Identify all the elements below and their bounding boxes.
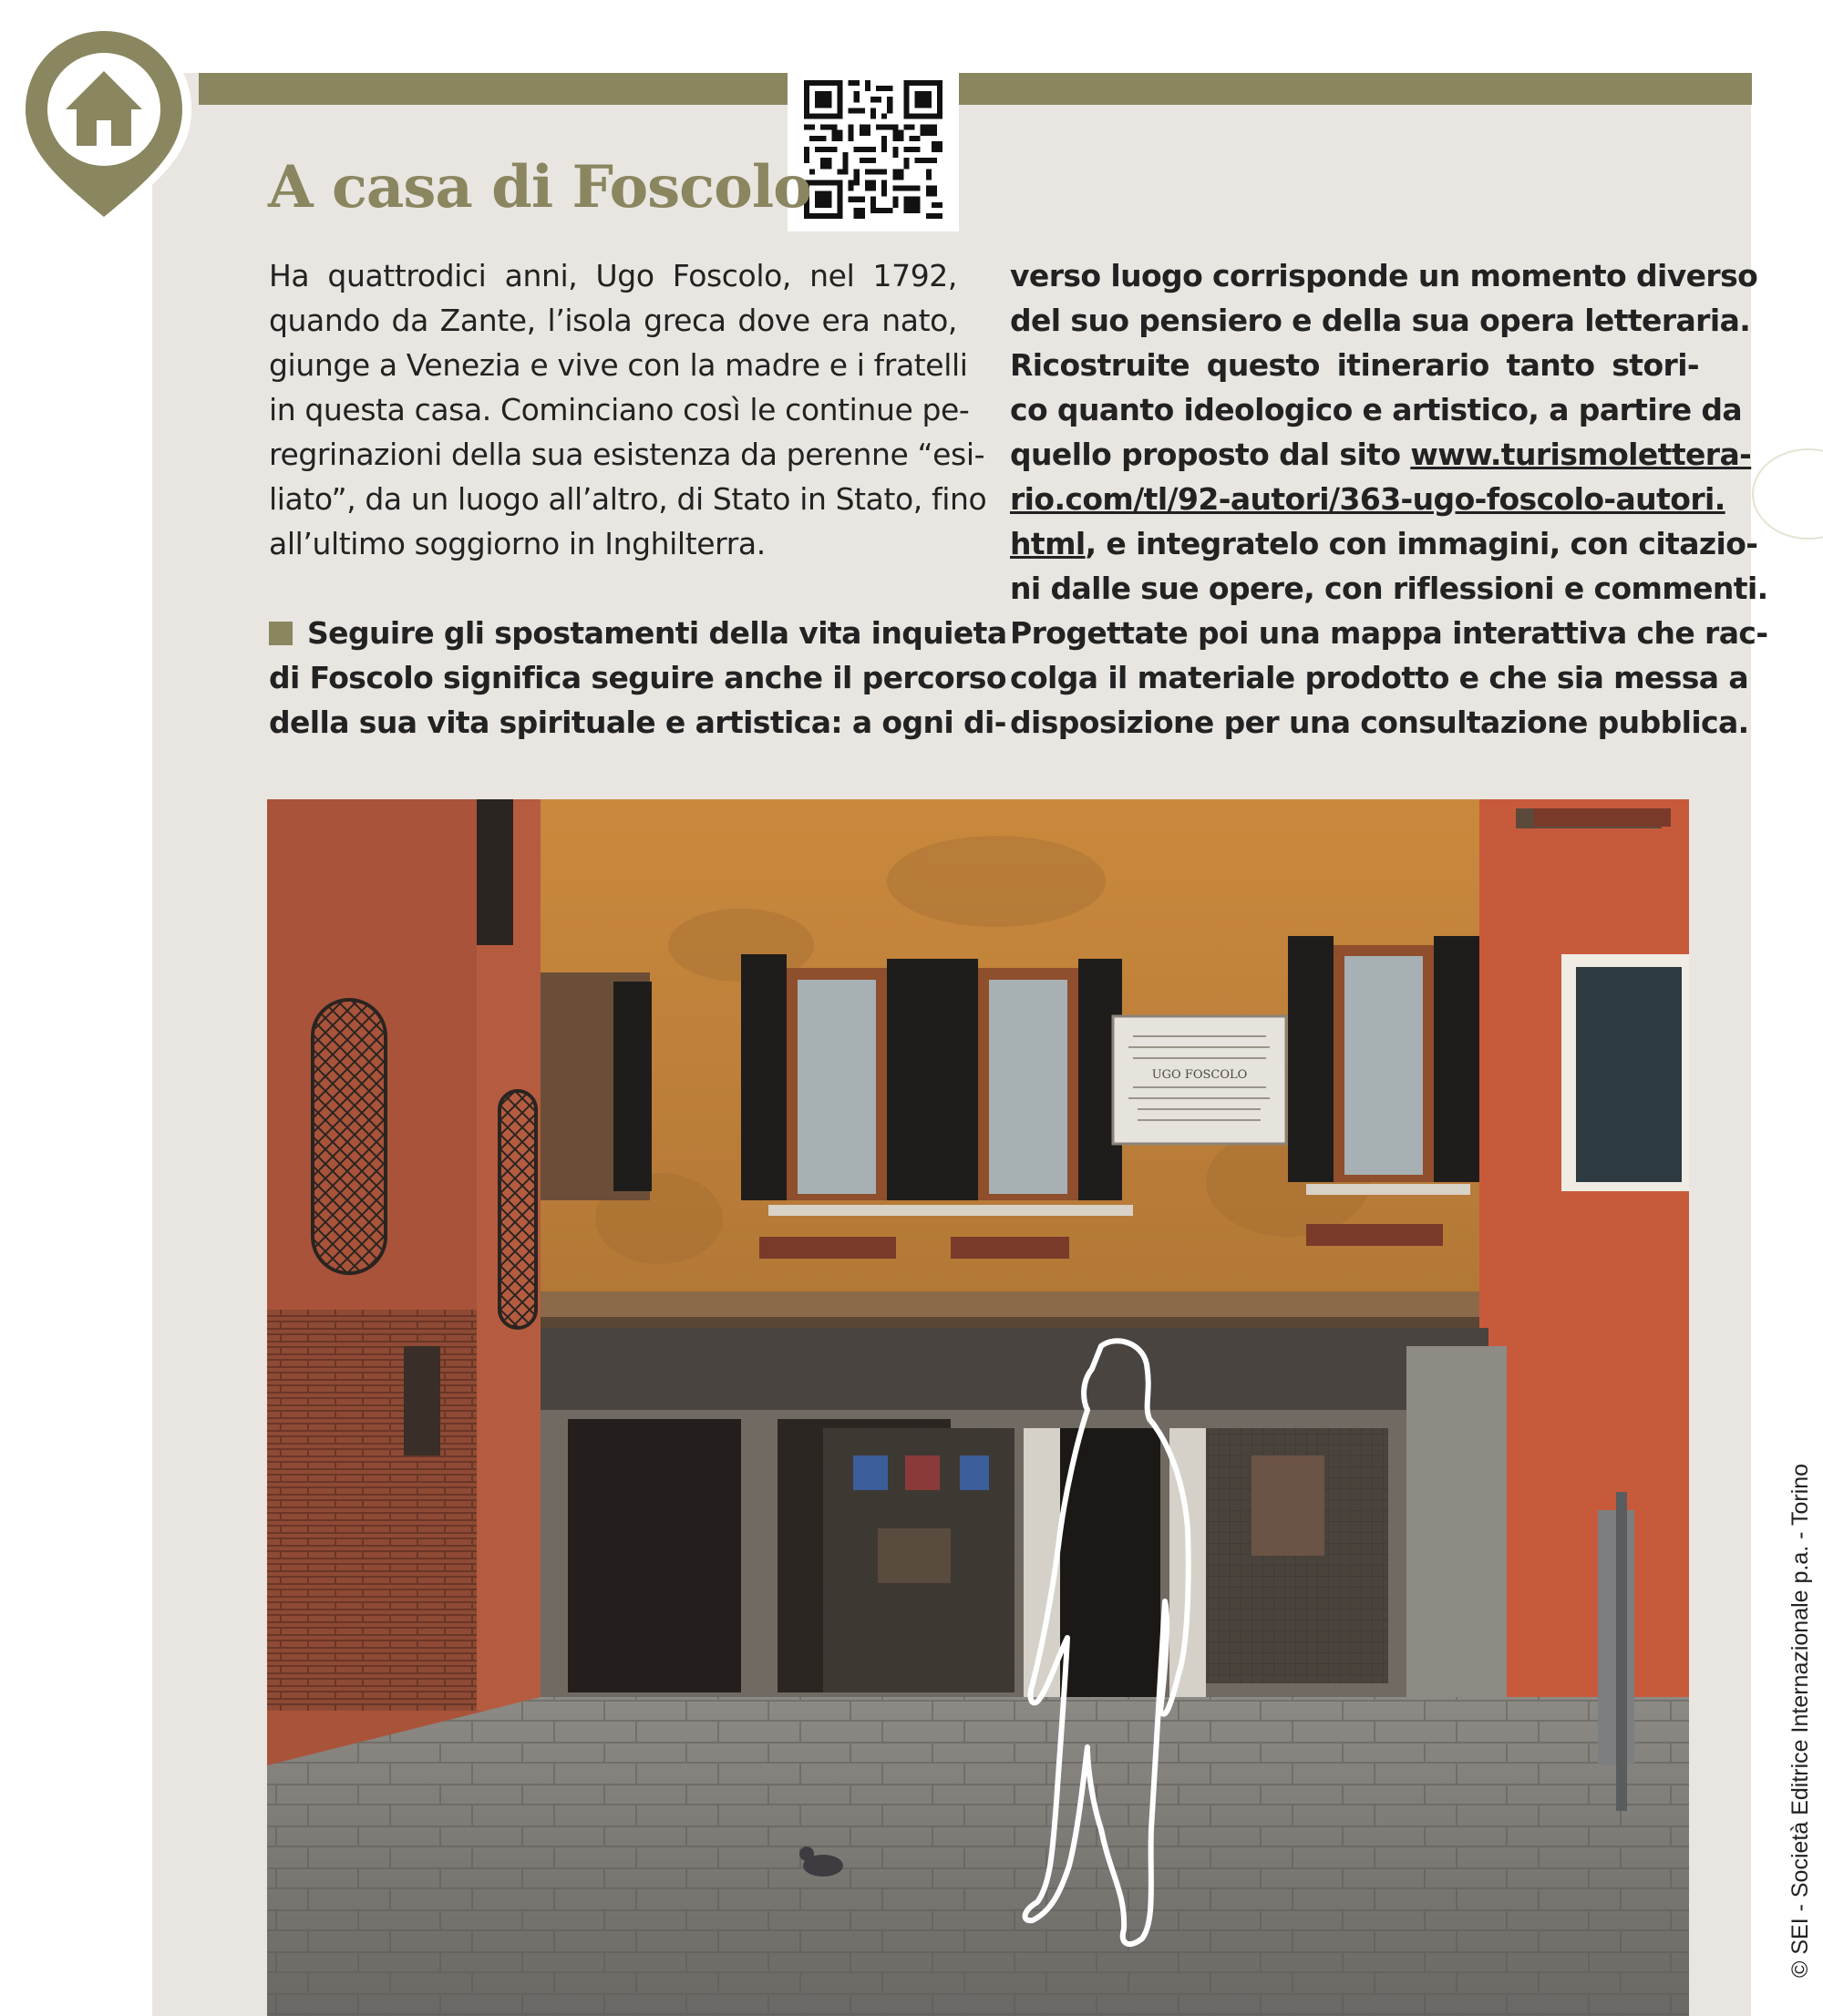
intro-line: in questa casa. Cominciano così le continue pe- (269, 392, 970, 427)
plaque-inscription: UGO FOSCOLO (1151, 1068, 1248, 1082)
intro-line: liato”, da un luogo all’altro, di Stato in Stato, fino (269, 481, 987, 517)
column-left (269, 253, 1007, 745)
header-bar-left (199, 73, 788, 105)
activity-line: Seguire gli spostamenti della vita inquieta (269, 611, 957, 655)
activity-line: quello proposto dal sito www.turismolettera- (1010, 437, 1752, 472)
website-link[interactable]: www.turismolettera- (1410, 437, 1752, 472)
square-bullet-icon (269, 622, 293, 645)
activity-line: disposizione per una consultazione pubblica. (1010, 705, 1749, 740)
website-link[interactable]: html (1010, 526, 1086, 561)
copyright-notice: © SEI - Società Editrice Internazionale p.a. - Torino (1787, 1463, 1813, 1978)
intro-line: Ha quattrodici anni, Ugo Foscolo, nel 1792, (269, 258, 957, 293)
decorative-circle (1752, 448, 1823, 540)
activity-line: co quanto ideologico e artistico, a partire da (1010, 392, 1743, 427)
activity-line: Ricostruite questo itinerario tanto stori- (1010, 347, 1699, 383)
activity-line: di Foscolo significa seguire anche il percorso (269, 660, 1006, 695)
website-link[interactable]: rio.com/tl/92-autori/363-ugo-foscolo-autori. (1010, 481, 1725, 517)
activity-line: ni dalle sue opere, con riflessioni e commenti. (1010, 571, 1768, 606)
activity-line: del suo pensiero e della sua opera letteraria. (1010, 303, 1751, 338)
column-right (1010, 253, 1768, 745)
foscolo-house-photo (267, 799, 1689, 2016)
activity-line: verso luogo corrisponde un momento diverso (1010, 258, 1758, 293)
intro-line: giunge a Venezia e vive con la madre e i fratelli (269, 347, 968, 383)
qr-code[interactable] (788, 67, 959, 231)
page-title: A casa di Foscolo (268, 153, 811, 221)
intro-line: all’ultimo soggiorno in Inghilterra. (269, 526, 766, 561)
activity-line: Progettate poi una mappa interattiva che rac- (1010, 615, 1768, 651)
intro-line: regrinazioni della sua esistenza da perenne “esi- (269, 437, 985, 472)
header-bar-right (959, 73, 1752, 105)
activity-line: colga il materiale prodotto e che sia messa a (1010, 660, 1749, 695)
home-pin-icon (13, 18, 195, 228)
activity-line: della sua vita spirituale e artistica: a ogni di- (269, 705, 1006, 740)
activity-line: html, e integratelo con immagini, con citazio- (1010, 526, 1758, 561)
intro-line: quando da Zante, l’isola greca dove era nato, (269, 303, 957, 338)
